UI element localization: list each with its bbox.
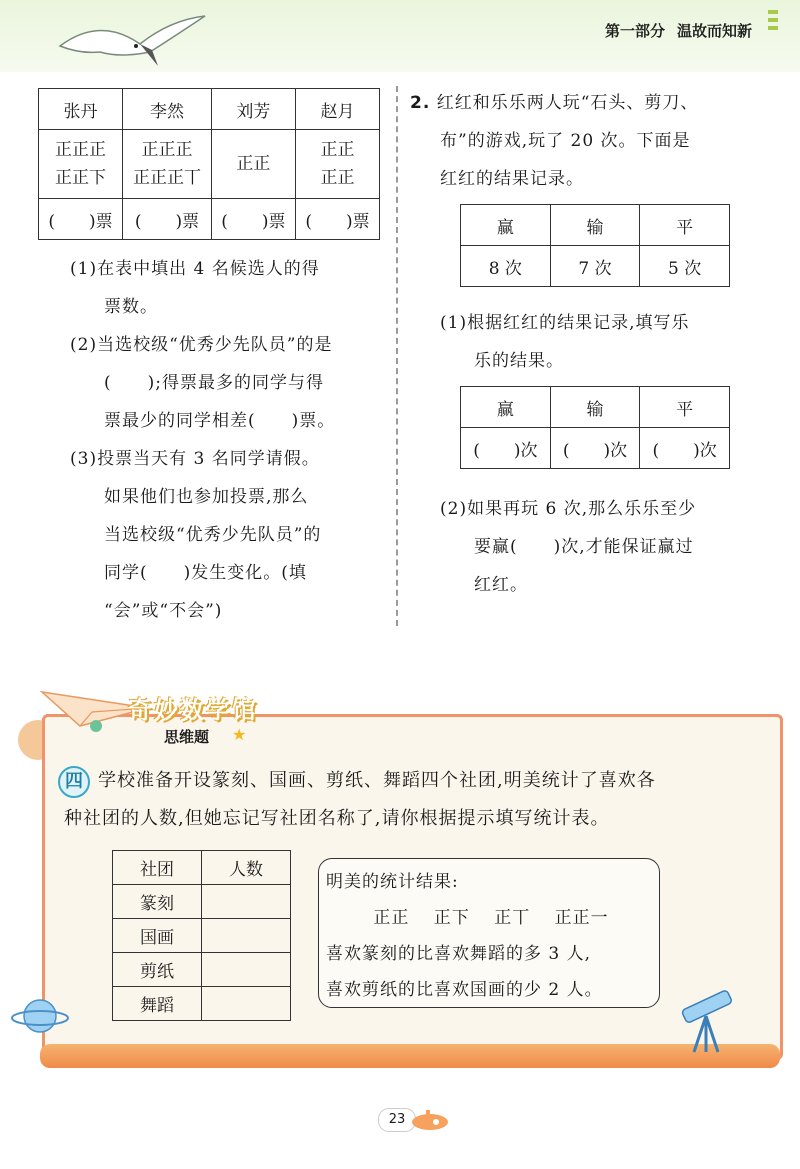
honghong-value: 5 次 (640, 246, 730, 287)
problem4-text: 学校准备开设篆刻、国画、剪纸、舞蹈四个社团,明美统计了喜欢各 种社团的人数,但她忘记写社团名称了,请你根据提示填写统计表。 (64, 770, 656, 829)
header-marks (768, 10, 778, 34)
lele-answer-cell[interactable]: ( )次 (550, 428, 640, 469)
result-header: 赢 (461, 387, 551, 428)
vote-tally: 正正 正正 (295, 130, 379, 199)
q1-sub2: (2)当选校级“优秀少先队员”的是 ( );得票最多的同学与得 票最少的同学相差( )票。 (70, 335, 336, 431)
header-title (593, 20, 752, 41)
planet-icon (10, 990, 70, 1040)
vote-name: 赵月 (295, 89, 379, 130)
page-number: 23 (378, 1108, 416, 1132)
result-header: 平 (640, 205, 730, 246)
problem-badge: 四 (58, 766, 90, 798)
scroll-bottom (40, 1044, 780, 1068)
section-title: 奇妙数学馆 (128, 696, 258, 724)
vote-answer-cell[interactable]: ( )票 (295, 199, 379, 240)
honghong-value: 8 次 (461, 246, 551, 287)
result-content (326, 864, 656, 1008)
club-count-cell[interactable] (202, 987, 291, 1021)
club-header: 人数 (202, 851, 291, 885)
q2-intro: 2. 红红和乐乐两人玩“石头、剪刀、 布”的游戏,玩了 20 次。下面是 红红的结果记录。 (410, 93, 699, 189)
club-table (112, 850, 291, 1021)
column-divider (396, 86, 398, 626)
result-header: 输 (550, 205, 640, 246)
vote-answer-cell[interactable]: ( )票 (123, 199, 212, 240)
result-tallies: 正正 正下 正丅 正正一 (373, 908, 609, 928)
lele-table (460, 386, 730, 469)
q2-number: 2. (410, 93, 431, 113)
lele-answer-cell[interactable]: ( )次 (640, 428, 730, 469)
result-header: 平 (640, 387, 730, 428)
q1-sub3: (3)投票当天有 3 名同学请假。 如果他们也参加投票,那么 当选校级“优秀少先队员”的 同学( )发生变化。(填 “会”或“不会”) (70, 449, 322, 621)
club-count-cell[interactable] (202, 885, 291, 919)
submarine-icon (410, 1108, 452, 1132)
result-title: 明美的统计结果: (326, 872, 459, 892)
header-part: 第一部分 (604, 22, 665, 40)
club-count-cell[interactable] (202, 919, 291, 953)
section-subtitle: 思维题 (164, 728, 210, 746)
result-header: 赢 (461, 205, 551, 246)
q1-questions (70, 250, 390, 630)
club-name: 剪纸 (113, 953, 202, 987)
vote-name: 张丹 (39, 89, 123, 130)
lele-answer-cell[interactable]: ( )次 (461, 428, 551, 469)
telescope-icon (676, 986, 746, 1056)
seagull-icon (40, 6, 220, 76)
club-count-cell[interactable] (202, 953, 291, 987)
vote-name: 刘芳 (211, 89, 295, 130)
result-header: 输 (550, 387, 640, 428)
result-hint: 喜欢剪纸的比喜欢国画的少 2 人。 (326, 980, 603, 1000)
result-hint: 喜欢篆刻的比喜欢舞蹈的多 3 人, (326, 944, 592, 964)
star-icon: ★ (232, 725, 247, 744)
vote-answer-cell[interactable]: ( )票 (39, 199, 123, 240)
vote-tally: 正正正 正正下 (39, 130, 123, 199)
vote-tally: 正正正 正正正丅 (123, 130, 212, 199)
q2-sub1: (1)根据红红的结果记录,填写乐 乐的结果。 (440, 313, 690, 371)
vote-answer-cell[interactable]: ( )票 (211, 199, 295, 240)
q1-sub1: (1)在表中填出 4 名候选人的得 票数。 (70, 259, 320, 317)
vote-table (38, 88, 380, 240)
honghong-value: 7 次 (550, 246, 640, 287)
q2-sub2: (2)如果再玩 6 次,那么乐乐至少 要赢( )次,才能保证赢过 红红。 (440, 499, 697, 595)
club-name: 国画 (113, 919, 202, 953)
club-name: 舞蹈 (113, 987, 202, 1021)
vote-tally: 正正 (211, 130, 295, 199)
club-header: 社团 (113, 851, 202, 885)
header-section: 温故而知新 (676, 22, 752, 40)
club-name: 篆刻 (113, 885, 202, 919)
vote-name: 李然 (123, 89, 212, 130)
honghong-table (460, 204, 730, 287)
